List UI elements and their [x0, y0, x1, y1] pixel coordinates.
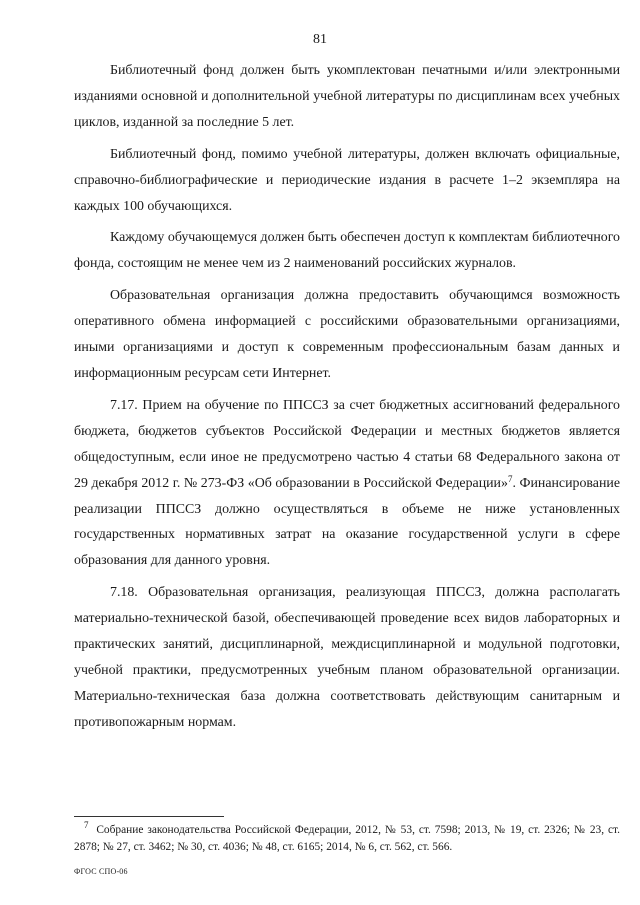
section-7-17-text-start: 7.17. Прием на обучение по ППССЗ за счет бюджетных ассигнований федерального бюджета, бюджетов субъектов Российской Федерации и местных бюджетов является общедоступным, если иное не предусмотрено частью 4 статьи 68 Федерального закона от 29 декабря 2012 г. № 273-ФЗ «Об образовании в Российской Федерации» — [74, 397, 620, 491]
footnote-reference: 7 — [507, 473, 513, 484]
footer-label: ФГОС СПО-06 — [74, 867, 128, 876]
page-number: 81 — [313, 32, 327, 47]
paragraph-library-fund: Библиотечный фонд должен быть укомплектован печатными и/или электронными изданиями основной и дополнительной учебной литературы по дисциплинам всех учебных циклов, изданной за последние 5 лет. — [74, 63, 620, 130]
footnote — [74, 822, 620, 856]
paragraph-information-exchange: Образовательная организация должна предоставить обучающимся возможность оперативного обмена информацией с российскими образовательными организациями, иными организациями и доступ к современным профессиональным базам данных и информационным ресурсам сети Интернет. — [74, 288, 620, 381]
paragraph-library-editions: Библиотечный фонд, помимо учебной литературы, должен включать официальные, справочно-библиографические и периодические издания в расчете 1–2 экземпляра на каждых 100 обучающихся. — [74, 146, 620, 214]
section-7-17-text-end: . Финансирование реализации ППССЗ должно осуществляться в объеме не ниже установленных государственных нормативных затрат на оказание государственной услуги в сфере образования для данного уровня. — [74, 475, 620, 569]
footnote-marker: 7 — [84, 820, 89, 830]
paragraph-journals-access: Каждому обучающемуся должен быть обеспечен доступ к комплектам библиотечного фонда, состоящим не менее чем из 2 наименований российских журналов. — [74, 230, 620, 272]
footnote-divider — [74, 816, 224, 817]
section-7-17 — [74, 393, 620, 574]
section-7-18: 7.18. Образовательная организация, реализующая ППССЗ, должна располагать материально-технической базой, обеспечивающей проведение всех видов лабораторных и практических занятий, дисциплинарной, междисциплинарной и модульной подготовки, учебной практики, предусмотренных учебным планом образовательной организации. Материально-техническая база должна соответствовать действующим санитарным и противопожарным нормам. — [74, 585, 620, 730]
footnote-text: Собрание законодательства Российской Федерации, 2012, № 53, ст. 7598; 2013, № 19, ст. 2326; № 23, ст. 2878; № 27, ст. 3462; № 30, ст. 4036; № 48, ст. 6165; 2014, № 6, ст. 562, ст. 566. — [74, 824, 620, 853]
page-body — [74, 58, 620, 742]
